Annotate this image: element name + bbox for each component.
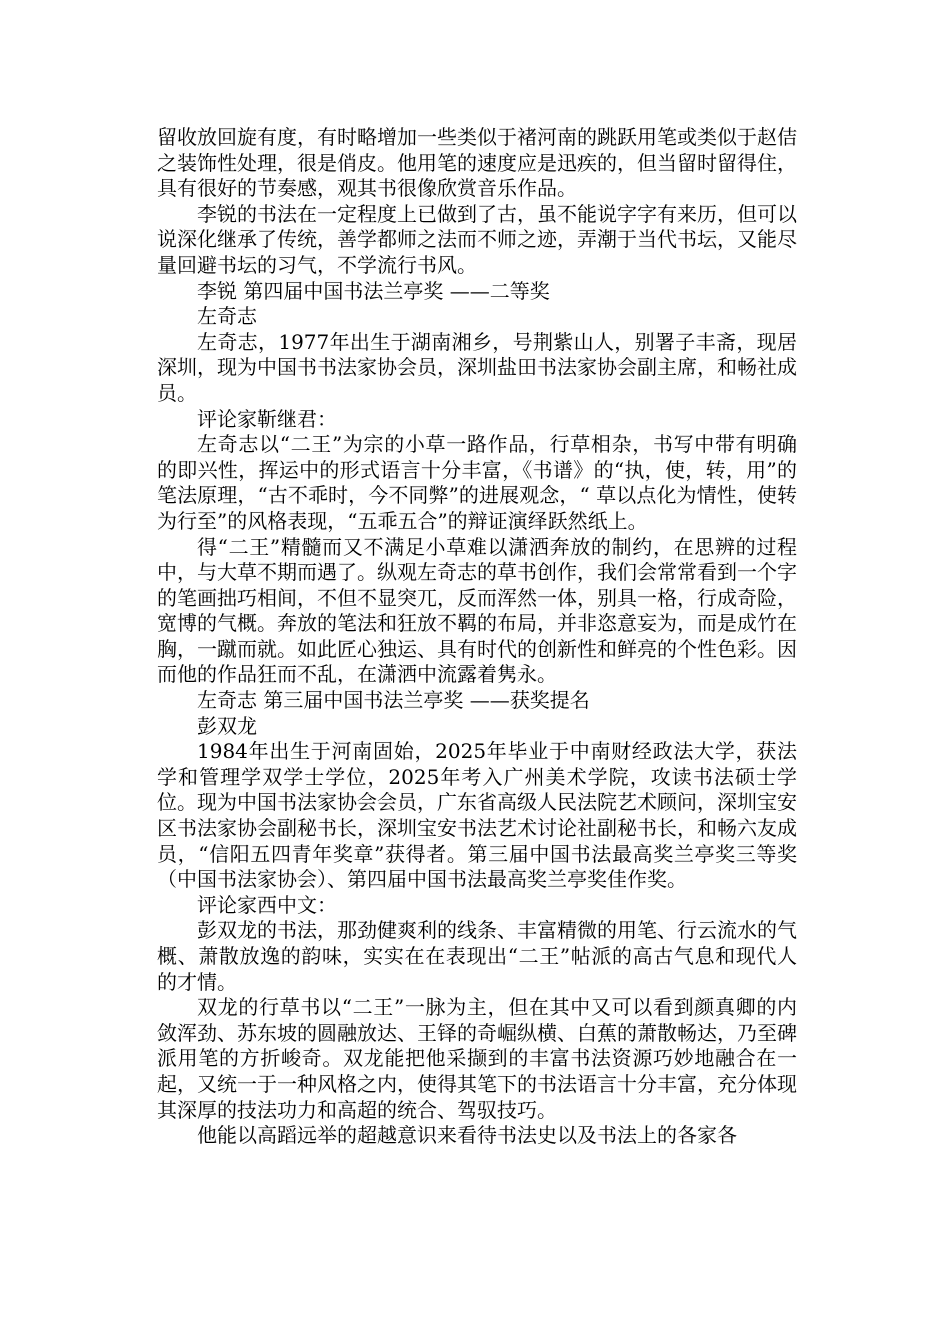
- bio-zuo-qizhi: 左奇志，1977年出生于湖南湘乡，号荆紫山人，别署子丰斋，现居深圳，现为中国书书法家协会员，深圳盐田书法家协会副主席，和畅社成员。: [157, 329, 797, 405]
- artist-name-peng-shuanglong: 彭双龙: [197, 713, 257, 738]
- paragraph-li-rui-summary: 李锐的书法在一定程度上已做到了古，虽不能说字字有来历，但可以说深化继承了传统，善学都师之法而不师之迹，弄潮于当代书坛，又能尽量回避书坛的习气，不学流行书风。: [157, 201, 797, 277]
- paragraph-continuation: 留收放回旋有度，有时略增加一些类似于褚河南的跳跃用笔或类似于赵佶之装饰性处理，很是俏皮。他用笔的速度应是迅疾的，但当留时留得住，具有很好的节奏感，观其书很像欣赏音乐作品。: [157, 125, 797, 201]
- bio-peng-shuanglong: 1984年出生于河南固始，2025年毕业于中南财经政法大学，获法学和管理学双学士学位，2025年考入广州美术学院，攻读书法硕士学位。现为中国书法家协会会员，广东省高级人民法院艺术顾问，深圳宝安区书法家协会副秘书长，深圳宝安书法艺术讨论社副秘书长，和畅六友成员，“信阳五四青年奖章”获得者。第三届中国书法最高奖兰亭奖三等奖（中国书法家协会）、第四届中国书法最高奖兰亭奖佳作奖。: [157, 739, 797, 892]
- critic-label-jin-jijun: 评论家靳继君：: [197, 406, 337, 431]
- review-peng-shuanglong-3: 他能以高蹈远举的超越意识来看待书法史以及书法上的各家各: [197, 1123, 737, 1148]
- review-peng-shuanglong-1: 彭双龙的书法，那劲健爽利的线条、丰富精微的用笔、行云流水的气概、萧散放逸的韵味，实实在在表现出“二王”帖派的高古气息和现代人的才情。: [157, 918, 797, 994]
- award-line-zuo-qizhi: 左奇志 第三届中国书法兰亭奖 ——获奖提名: [197, 688, 590, 713]
- document-body: [157, 125, 797, 1149]
- artist-name-zuo-qizhi: 左奇志: [197, 304, 257, 329]
- award-line-li-rui: 李锐 第四届中国书法兰亭奖 ——二等奖: [197, 278, 550, 303]
- review-zuo-qizhi-2: 得“二王”精髓而又不满足小草难以潇洒奔放的制约，在思辨的过程中，与大草不期而遇了。纵观左奇志的草书创作，我们会常常看到一个字的笔画拙巧相间，不但不显突兀，反而浑然一体，别具一格，行成奇险，宽博的气概。奔放的笔法和狂放不羁的布局，并非恣意妄为，而是成竹在胸，一蹴而就。如此匠心独运、具有时代的创新性和鲜亮的个性色彩。因而他的作品狂而不乱，在潇洒中流露着隽永。: [157, 534, 797, 687]
- critic-label-xi-zhongwen: 评论家西中文：: [197, 892, 337, 917]
- review-peng-shuanglong-2: 双龙的行草书以“二王”一脉为主，但在其中又可以看到颜真卿的内敛浑劲、苏东坡的圆融放达、王铎的奇崛纵横、白蕉的萧散畅达，乃至碑派用笔的方折峻奇。双龙能把他采撷到的丰富书法资源巧妙地融合在一起，又统一于一种风格之内，使得其笔下的书法语言十分丰富，充分体现其深厚的技法功力和高超的统合、驾驭技巧。: [157, 995, 797, 1122]
- review-zuo-qizhi-1: 左奇志以“二王”为宗的小草一路作品，行草相杂，书写中带有明确的即兴性，挥运中的形式语言十分丰富，《书谱》的“执，使，转，用”的笔法原理，“古不乖时，今不同弊”的进展观念，“ 草以点化为情性，使转为行至”的风格表现，“五乖五合”的辩证演绎跃然纸上。: [157, 432, 797, 533]
